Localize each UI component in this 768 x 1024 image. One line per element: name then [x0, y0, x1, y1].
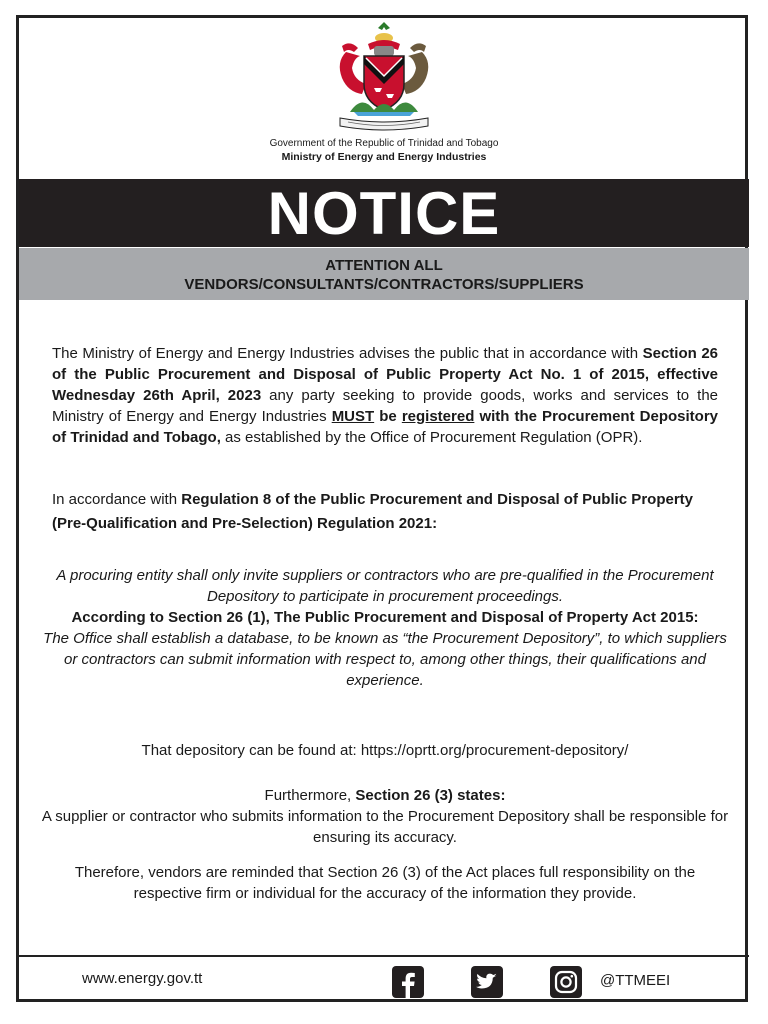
para1-must: MUST: [331, 408, 375, 425]
para1-bold-2: with the Procurement Depository of Trinidad and Tobago,: [52, 408, 719, 446]
paragraph-1: [52, 343, 718, 448]
closing-paragraph: Therefore, vendors are reminded that Section 26 (3) of the Act places full responsibility on the respective firm or individual for the accuracy of the information they provide.: [74, 864, 696, 902]
section-26-1-quote: The Office shall establish a database, to be known as “the Procurement Depository”, to which suppliers or contractors can submit information with respect to, among other things, their qualifications and experience.: [43, 630, 727, 689]
section-26-3-bold: Section 26 (3) states:: [355, 787, 506, 804]
twitter-icon[interactable]: [470, 965, 504, 999]
para1-bold-1: Section 26 of the Public Procurement and Disposal of Public Property Act No. 1 of 2015, effective Wednesday 26th April, 2023: [52, 345, 719, 404]
social-handle[interactable]: @TTMEEI: [600, 972, 671, 989]
para1-text-1: The Ministry of Energy and Energy Industries advises the public that in accordance with: [52, 345, 643, 362]
instagram-icon[interactable]: [549, 965, 583, 999]
ministry-line: Ministry of Energy and Energy Industries: [281, 151, 487, 163]
para1-registered: registered: [401, 408, 475, 425]
notice-title: NOTICE: [19, 179, 749, 247]
depository-line: That depository can be found at: https://oprtt.org/procurement-depository/: [141, 742, 629, 759]
attention-line-2: VENDORS/CONSULTANTS/CONTRACTORS/SUPPLIERS: [184, 276, 584, 293]
para1-text-3: as established by the Office of Procurement Regulation (OPR).: [220, 429, 643, 446]
section-26-3-text: Furthermore,: [264, 787, 356, 804]
paragraph-2: [52, 488, 718, 536]
regulation-quote-block: [40, 565, 730, 691]
para1-be: be: [374, 408, 402, 425]
coat-of-arms-icon: [328, 22, 440, 134]
facebook-icon[interactable]: [391, 965, 425, 999]
para2-bold: Regulation 8 of the Public Procurement and Disposal of Public Property (Pre-Qualification and Pre-Selection) Regulation 2021:: [52, 491, 693, 532]
section-26-3-block: [40, 785, 730, 848]
para1-text-2: any party seeking to provide goods, works and services to the Ministry of Energy and Energy Industries: [52, 387, 718, 425]
attention-banner: [19, 248, 749, 300]
section-26-3-intro: [40, 785, 730, 806]
regulation-quote: A procuring entity shall only invite suppliers or contractors who are pre-qualified in the Procurement Depository to participate in procurement proceedings.: [56, 567, 714, 605]
website-link[interactable]: www.energy.gov.tt: [82, 970, 203, 987]
para2-text: In accordance with: [52, 491, 182, 508]
section-26-3-body: A supplier or contractor who submits information to the Procurement Depository shall be responsible for ensuring its accuracy.: [41, 808, 729, 846]
footer-divider: [19, 955, 749, 957]
attention-line-1: ATTENTION ALL: [325, 257, 443, 274]
government-line: Government of the Republic of Trinidad and Tobago: [269, 138, 499, 149]
section-26-1-heading: According to Section 26 (1), The Public Procurement and Disposal of Property Act 2015:: [71, 609, 699, 626]
